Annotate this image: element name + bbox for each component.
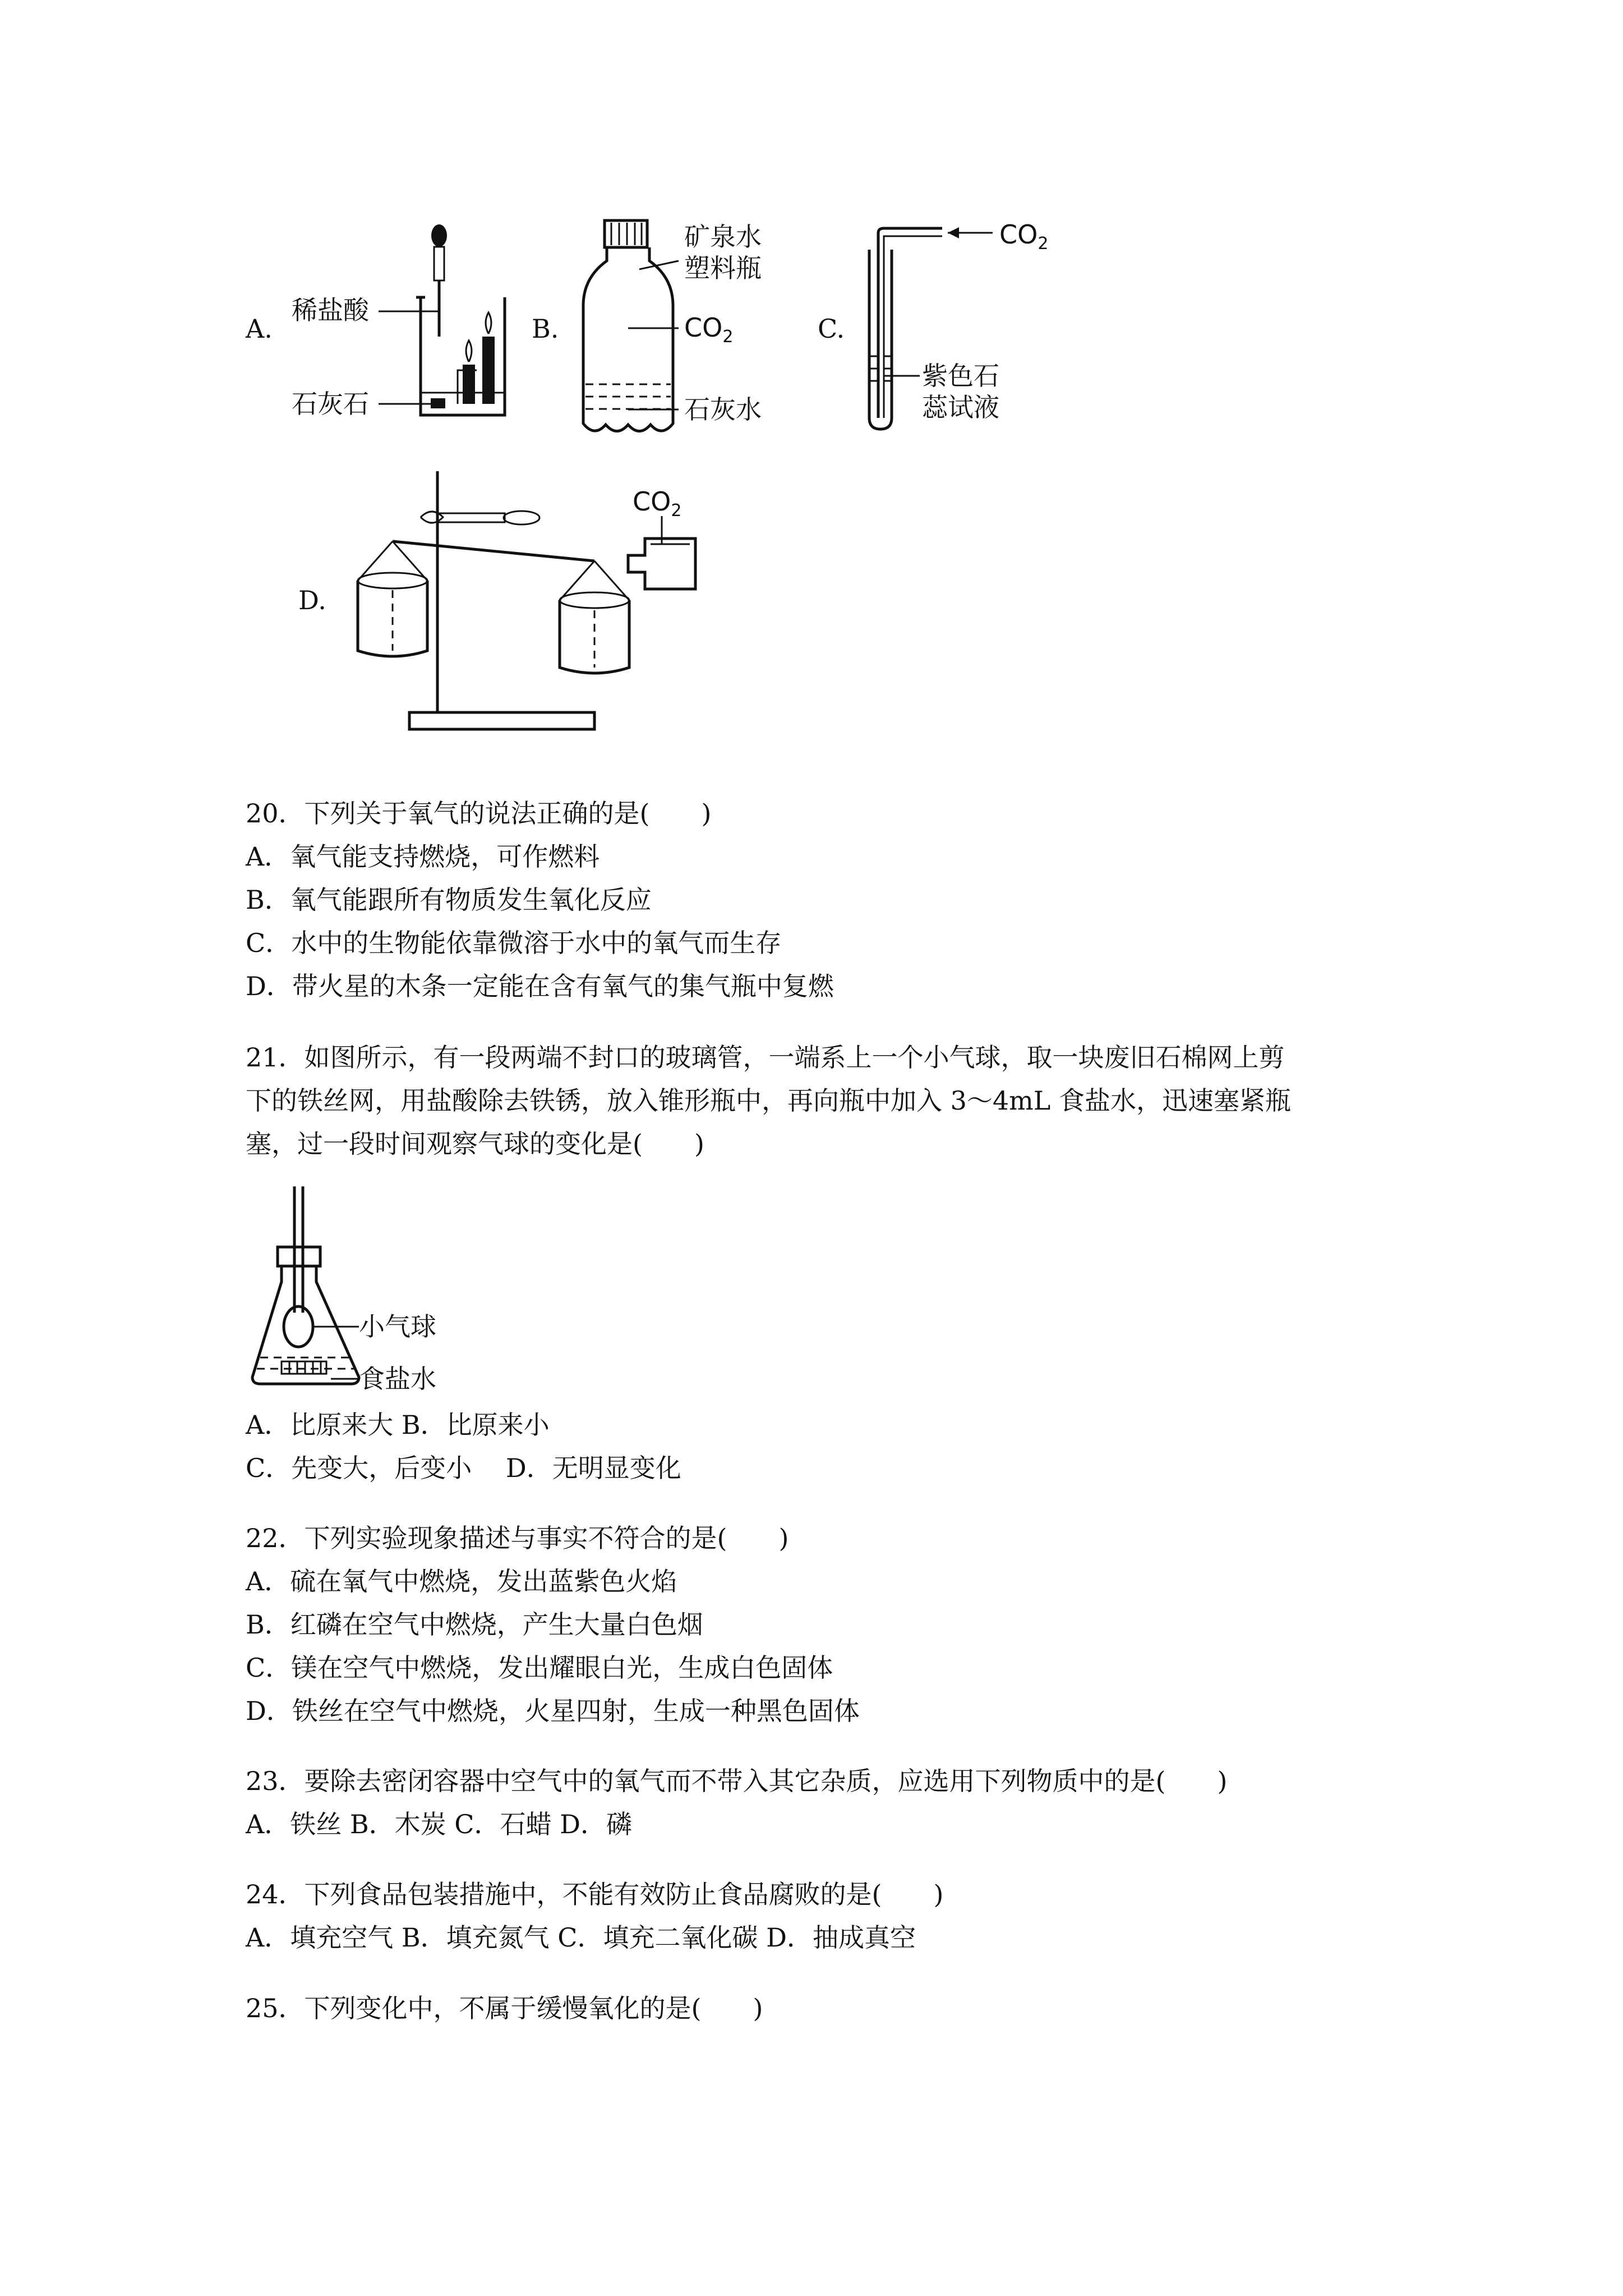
q21-stem-line-2: 下的铁丝网，用盐酸除去铁锈，放入锥形瓶中，再向瓶中加入 3～4mL 食盐水，迅速塞紧瓶 <box>246 1085 1291 1116</box>
label-mineral-water: 矿泉水 <box>684 222 762 252</box>
q22-option-d: D．铁丝在空气中燃烧，火星四射，生成一种黑色固体 <box>246 1696 860 1726</box>
q21-option-line-1: A．比原来大 B．比原来小 <box>246 1410 550 1440</box>
option-a-label: A. <box>246 314 273 344</box>
option-b-label: B. <box>532 314 559 344</box>
q25-stem: 25．下列变化中，不属于缓慢氧化的是( ) <box>246 1993 763 2023</box>
q22-option-a: A．硫在氧气中燃烧，发出蓝紫色火焰 <box>246 1566 677 1596</box>
q20-option-c: C．水中的生物能依靠微溶于水中的氧气而生存 <box>246 928 782 958</box>
label-co2-b: $CO_2$ <box>684 312 734 347</box>
label-dilute-hcl: 稀盐酸 <box>292 295 369 325</box>
label-litmus-2: 蕊试液 <box>922 392 999 422</box>
q21-option-line-2: C．先变大，后变小 D．无明显变化 <box>246 1453 681 1483</box>
q23-stem: 23．要除去密闭容器中空气中的氧气而不带入其它杂质，应选用下列物质中的是( ) <box>246 1766 1228 1796</box>
q21-stem-line-3: 塞，过一段时间观察气球的变化是( ) <box>246 1129 704 1159</box>
q23-options: A．铁丝 B．木炭 C．石蜡 D．磷 <box>246 1809 632 1839</box>
label-salt-water: 食盐水 <box>359 1364 436 1394</box>
q20-option-d: D．带火星的木条一定能在含有氧气的集气瓶中复燃 <box>246 971 834 1001</box>
q22-option-b: B．红磷在空气中燃烧，产生大量白色烟 <box>246 1609 703 1640</box>
label-plastic-bottle: 塑料瓶 <box>684 253 762 283</box>
option-d-label: D. <box>298 585 326 615</box>
figure-b-plastic-bottle <box>572 216 684 440</box>
q22-stem: 22．下列实验现象描述与事实不符合的是( ) <box>246 1523 789 1553</box>
option-c-label: C. <box>818 314 845 344</box>
label-limestone-a: 石灰石 <box>292 389 369 419</box>
q20-option-a: A．氧气能支持燃烧，可作燃料 <box>246 841 600 872</box>
q22-option-c: C．镁在空气中燃烧，发出耀眼白光，生成白色固体 <box>246 1653 833 1683</box>
label-co2-d: $CO_2$ <box>633 486 682 521</box>
q24-stem: 24．下列食品包装措施中，不能有效防止食品腐败的是( ) <box>246 1879 944 1910</box>
label-balloon: 小气球 <box>359 1312 436 1342</box>
q24-options: A．填充空气 B．填充氮气 C．填充二氧化碳 D．抽成真空 <box>246 1922 916 1953</box>
q20-stem: 20．下列关于氧气的说法正确的是( ) <box>246 798 712 829</box>
label-litmus-1: 紫色石 <box>922 361 999 391</box>
q20-option-b: B．氧气能跟所有物质发生氧化反应 <box>246 885 652 915</box>
q21-stem-line-1: 21．如图所示，有一段两端不封口的玻璃管，一端系上一个小气球，取一块废旧石棉网上剪 <box>246 1042 1285 1073</box>
label-co2-c: $CO_2$ <box>999 219 1049 254</box>
figure-q21-flask-balloon <box>247 1186 370 1394</box>
label-limewater: 石灰水 <box>684 394 762 425</box>
